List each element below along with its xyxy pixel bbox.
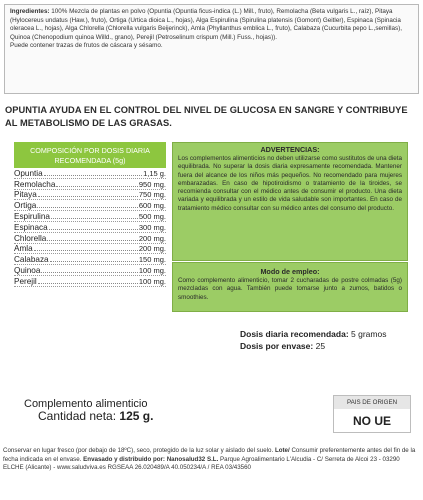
ingredient-amount: 1,15 g. (143, 168, 166, 178)
composition-row (14, 168, 166, 179)
best-before-text: Consumir preferentemente antes del fin de la fecha indicada en el envase. (3, 447, 416, 463)
ingredient-amount: 100 mg. (138, 265, 166, 275)
ingredient-amount: 600 mg. (138, 201, 166, 211)
leader-dots (44, 175, 142, 176)
leader-dots (41, 272, 137, 273)
ingredient-name: Remolacha (14, 179, 56, 189)
net-quantity (38, 409, 153, 423)
warnings-title: ADVERTENCIAS: (260, 145, 320, 154)
composition-row (14, 179, 166, 190)
ingredient-name: Ortiga (14, 201, 37, 211)
dosis-info (240, 329, 386, 352)
leader-dots (37, 207, 138, 208)
ingredient-name: Pitaya (14, 190, 37, 200)
net-quantity-value: 125 g. (119, 409, 154, 423)
health-claim-headline: OPUNTIA AYUDA EN EL CONTROL DEL NIVEL DE GLUCOSA EN SANGRE Y CONTRIBUYE AL METABOLISMO DE LAS GRASAS. (5, 105, 408, 128)
usage-title: Modo de empleo: (260, 267, 320, 276)
doses-per-pack-value: 25 (315, 340, 326, 351)
warnings-box (172, 142, 408, 261)
composition-row (14, 276, 166, 287)
ingredient-amount: 950 mg. (138, 179, 166, 189)
composition-row (14, 233, 166, 244)
product-type: Complemento alimenticio (24, 398, 148, 410)
ingredients-text: 100% Mezcla de plantas en polvo (Opuntia (Opuntia ficus-indica (L.) Mill., fruto), Remolacha (Beta vulgaris L., raíz), Pitaya (Hylocereus undatus (Haw.), fruto), Ortiga (Urtica dioica L., hojas), Alga Espirulina (Spirulina platensis (Gomont) Geitler), Espinaca (Spinacia oleracea L., hojas), Alga Chlorella (Chlorella vulgaris Beijerinck), Amla (Phyllanthus emblica L., fruto), Calabaza (Cucurbita pepo L.,semillas), Quinoa (Chenopodium quinoa Willd., grano), Perejil (Petroselinum crispum (Mill.) Fuss., hojas)). (10, 8, 402, 41)
usage-text: Como complemento alimenticio, tomar 2 cucharadas de postre colmadas (5g) mezcladas con agua. También puede tomarse junto a zumos, batidos o smoothies. (178, 277, 402, 301)
composition-rows (14, 168, 166, 287)
ingredient-name: Opuntia (14, 168, 43, 178)
ingredients-label: Ingredientes: (10, 8, 50, 15)
storage-text: Conservar en lugar fresco (por debajo de 18ºC), seco, protegido de la luz solar y aislado del suelo. (3, 447, 274, 454)
composition-row (14, 200, 166, 211)
daily-dose-label: Dosis diaria recomendada: (240, 329, 349, 339)
lote-label: Lote/ (274, 447, 290, 454)
composition-row (14, 265, 166, 276)
doses-per-pack-label: Dosis por envase: (240, 340, 314, 351)
composition-header: COMPOSICIÓN POR DOSIS DIARIA RECOMENDADA (5g) (14, 142, 166, 168)
leader-dots (38, 283, 138, 284)
distributor-address: Parque Agroalimentario L'Alcudia - C/ Serreta de Alcoi 23 - 03290 ELCHE (Alicante) - www.saludviva.es RGSEAA 26.020489/A 40.050234/A / REA 03/43560 (3, 455, 400, 472)
composition-table (14, 142, 166, 287)
origin-box (333, 395, 411, 433)
ingredient-amount: 300 mg. (138, 222, 166, 232)
composition-row (14, 244, 166, 255)
warnings-text: Los complementos alimenticios no deben utilizarse como sustitutos de una dieta equilibrada. No superar la dosis diaria expresamente recomendada. Mantener fuera del alcance de los niños más pequeños. No recomendado para mujeres embarazadas. En caso de hipotiroidismo o tratamiento de la tiroides, se recomienda consultar con el médico antes de consumir el producto. Una dieta variada y equilibrada y un estilo de vida saludable son importantes. En caso de tratamiento médico consultar con su médico antes del consumo del producto. (178, 155, 403, 212)
ingredient-amount: 200 mg. (138, 244, 166, 254)
origin-value: NO UE (352, 414, 391, 428)
ingredient-amount: 150 mg. (138, 255, 166, 265)
leader-dots (56, 186, 137, 187)
net-quantity-label: Cantidad neta: (38, 409, 117, 423)
ingredient-name: Espinaca (14, 222, 48, 232)
daily-dose (240, 329, 386, 341)
ingredients-box (4, 4, 419, 94)
leader-dots (47, 240, 138, 241)
composition-row (14, 254, 166, 265)
distributor-label: Envasado y distribuido por: Nanosalud32 S.L. (83, 455, 219, 463)
ingredient-amount: 500 mg. (138, 211, 166, 221)
leader-dots (34, 250, 138, 251)
ingredient-name: Amla (14, 244, 33, 254)
allergen-note: Puede contener trazas de frutos de cáscara y sésamo. (10, 42, 163, 50)
daily-dose-value: 5 gramos (351, 329, 387, 339)
ingredient-amount: 100 mg. (138, 276, 166, 286)
ingredient-name: Espirulina (14, 211, 50, 221)
composition-row (14, 211, 166, 222)
footer-info (3, 447, 420, 473)
ingredient-amount: 750 mg. (138, 190, 166, 200)
leader-dots (38, 196, 138, 197)
leader-dots (50, 261, 138, 262)
ingredient-name: Calabaza (14, 255, 49, 265)
origin-header: PAIS DE ORIGEN (334, 396, 410, 409)
ingredient-name: Chlorella (14, 233, 47, 243)
doses-per-pack (240, 341, 386, 353)
ingredient-name: Quinoa (14, 265, 41, 275)
ingredient-name: Perejil (14, 276, 37, 286)
usage-box (172, 262, 408, 312)
ingredient-amount: 200 mg. (138, 233, 166, 243)
leader-dots (51, 218, 138, 219)
composition-row (14, 222, 166, 233)
leader-dots (49, 229, 138, 230)
composition-row (14, 190, 166, 201)
